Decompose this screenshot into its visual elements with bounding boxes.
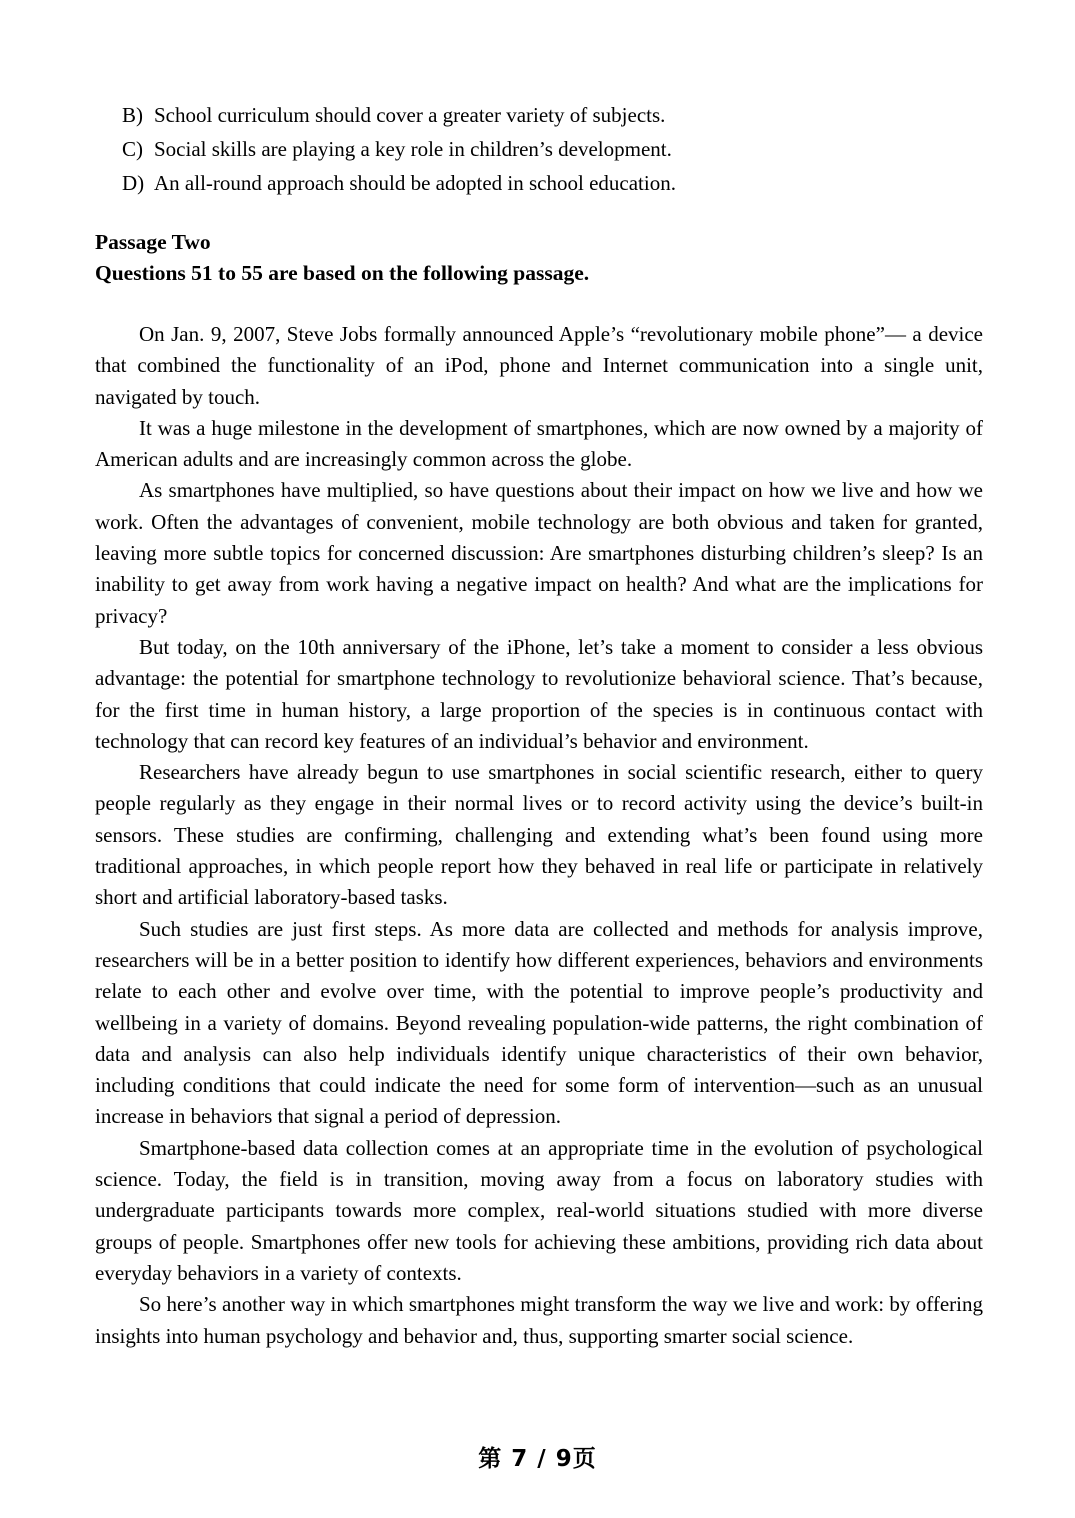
passage-title: Passage Two bbox=[95, 230, 211, 254]
paragraph-7: Smartphone-based data collection comes at an appropriate time in the evolution of psychological science. Today, the field is in transition, moving away from a focus on laboratory studies with undergraduate participants towards more complex, real-world situations studied with more diverse groups of people. Smartphones offer new tools for achieving these ambitions, providing rich data about everyday behaviors in a variety of contexts. bbox=[95, 1135, 983, 1285]
option-c-text: Social skills are playing a key role in children’s development. bbox=[154, 137, 672, 161]
paragraph-6: Such studies are just first steps. As more data are collected and methods for analysis improve, researchers will be in a better position to identify how different experiences, behaviors and environments relate to each other and evolve over time, with the potential to improve people’s productivity and wellbeing in a variety of domains. Beyond revealing population-wide patterns, the right combination of data and analysis can also help individuals identify unique characteristics of their own behavior, including conditions that could indicate the need for some form of intervention—such as an unusual increase in behaviors that signal a period of depression. bbox=[95, 916, 983, 1129]
passage-body bbox=[95, 319, 983, 1352]
option-b-letter: B) bbox=[122, 103, 143, 127]
paragraph-5: Researchers have already begun to use smartphones in social scientific research, either to query people regularly as they engage in their normal lives or to record activity using the device’s built-in sensors. These studies are confirming, challenging and extending what’s been found using more traditional approaches, in which people report how they behaved in real life or participate in relatively short and artificial laboratory-based tasks. bbox=[95, 760, 983, 910]
page-number: 第 7 / 9页 bbox=[478, 1446, 597, 1472]
passage-instruction: Questions 51 to 55 are based on the following passage. bbox=[95, 261, 590, 285]
option-b-text: School curriculum should cover a greater variety of subjects. bbox=[154, 103, 666, 127]
option-c-letter: C) bbox=[122, 137, 143, 161]
paragraph-3: As smartphones have multiplied, so have questions about their impact on how we live and how we work. Often the advantages of convenient, mobile technology are both obvious and taken for granted, leaving more subtle topics for concerned discussion: Are smartphones disturbing children’s sleep? Is an inability to get away from work having a negative impact on health? And what are the implications for privacy? bbox=[95, 478, 983, 628]
option-d-text: An all-round approach should be adopted in school education. bbox=[154, 171, 676, 195]
option-c bbox=[122, 132, 983, 166]
passage-header bbox=[95, 227, 983, 289]
paragraph-4: But today, on the 10th anniversary of the iPhone, let’s take a moment to consider a less obvious advantage: the potential for smartphone technology to revolutionize behavioral science. That’s because, for the first time in human history, a large proportion of the species is in continuous contact with technology that can record key features of an individual’s behavior and environment. bbox=[95, 634, 983, 753]
option-b bbox=[122, 98, 983, 132]
page-content bbox=[95, 98, 983, 1352]
paragraph-8: So here’s another way in which smartphones might transform the way we live and work: by offering insights into human psychology and behavior and, thus, supporting smarter social science. bbox=[95, 1292, 983, 1348]
option-d-letter: D) bbox=[122, 171, 145, 195]
paragraph-2: It was a huge milestone in the development of smartphones, which are now owned by a majority of American adults and are increasingly common across the globe. bbox=[95, 415, 983, 472]
option-d bbox=[122, 166, 983, 200]
paragraph-1: On Jan. 9, 2007, Steve Jobs formally announced Apple’s “revolutionary mobile phone”— a device that combined the functionality of an iPod, phone and Internet communication into a single unit, navigated by touch. bbox=[95, 322, 983, 409]
answer-options bbox=[122, 98, 983, 200]
